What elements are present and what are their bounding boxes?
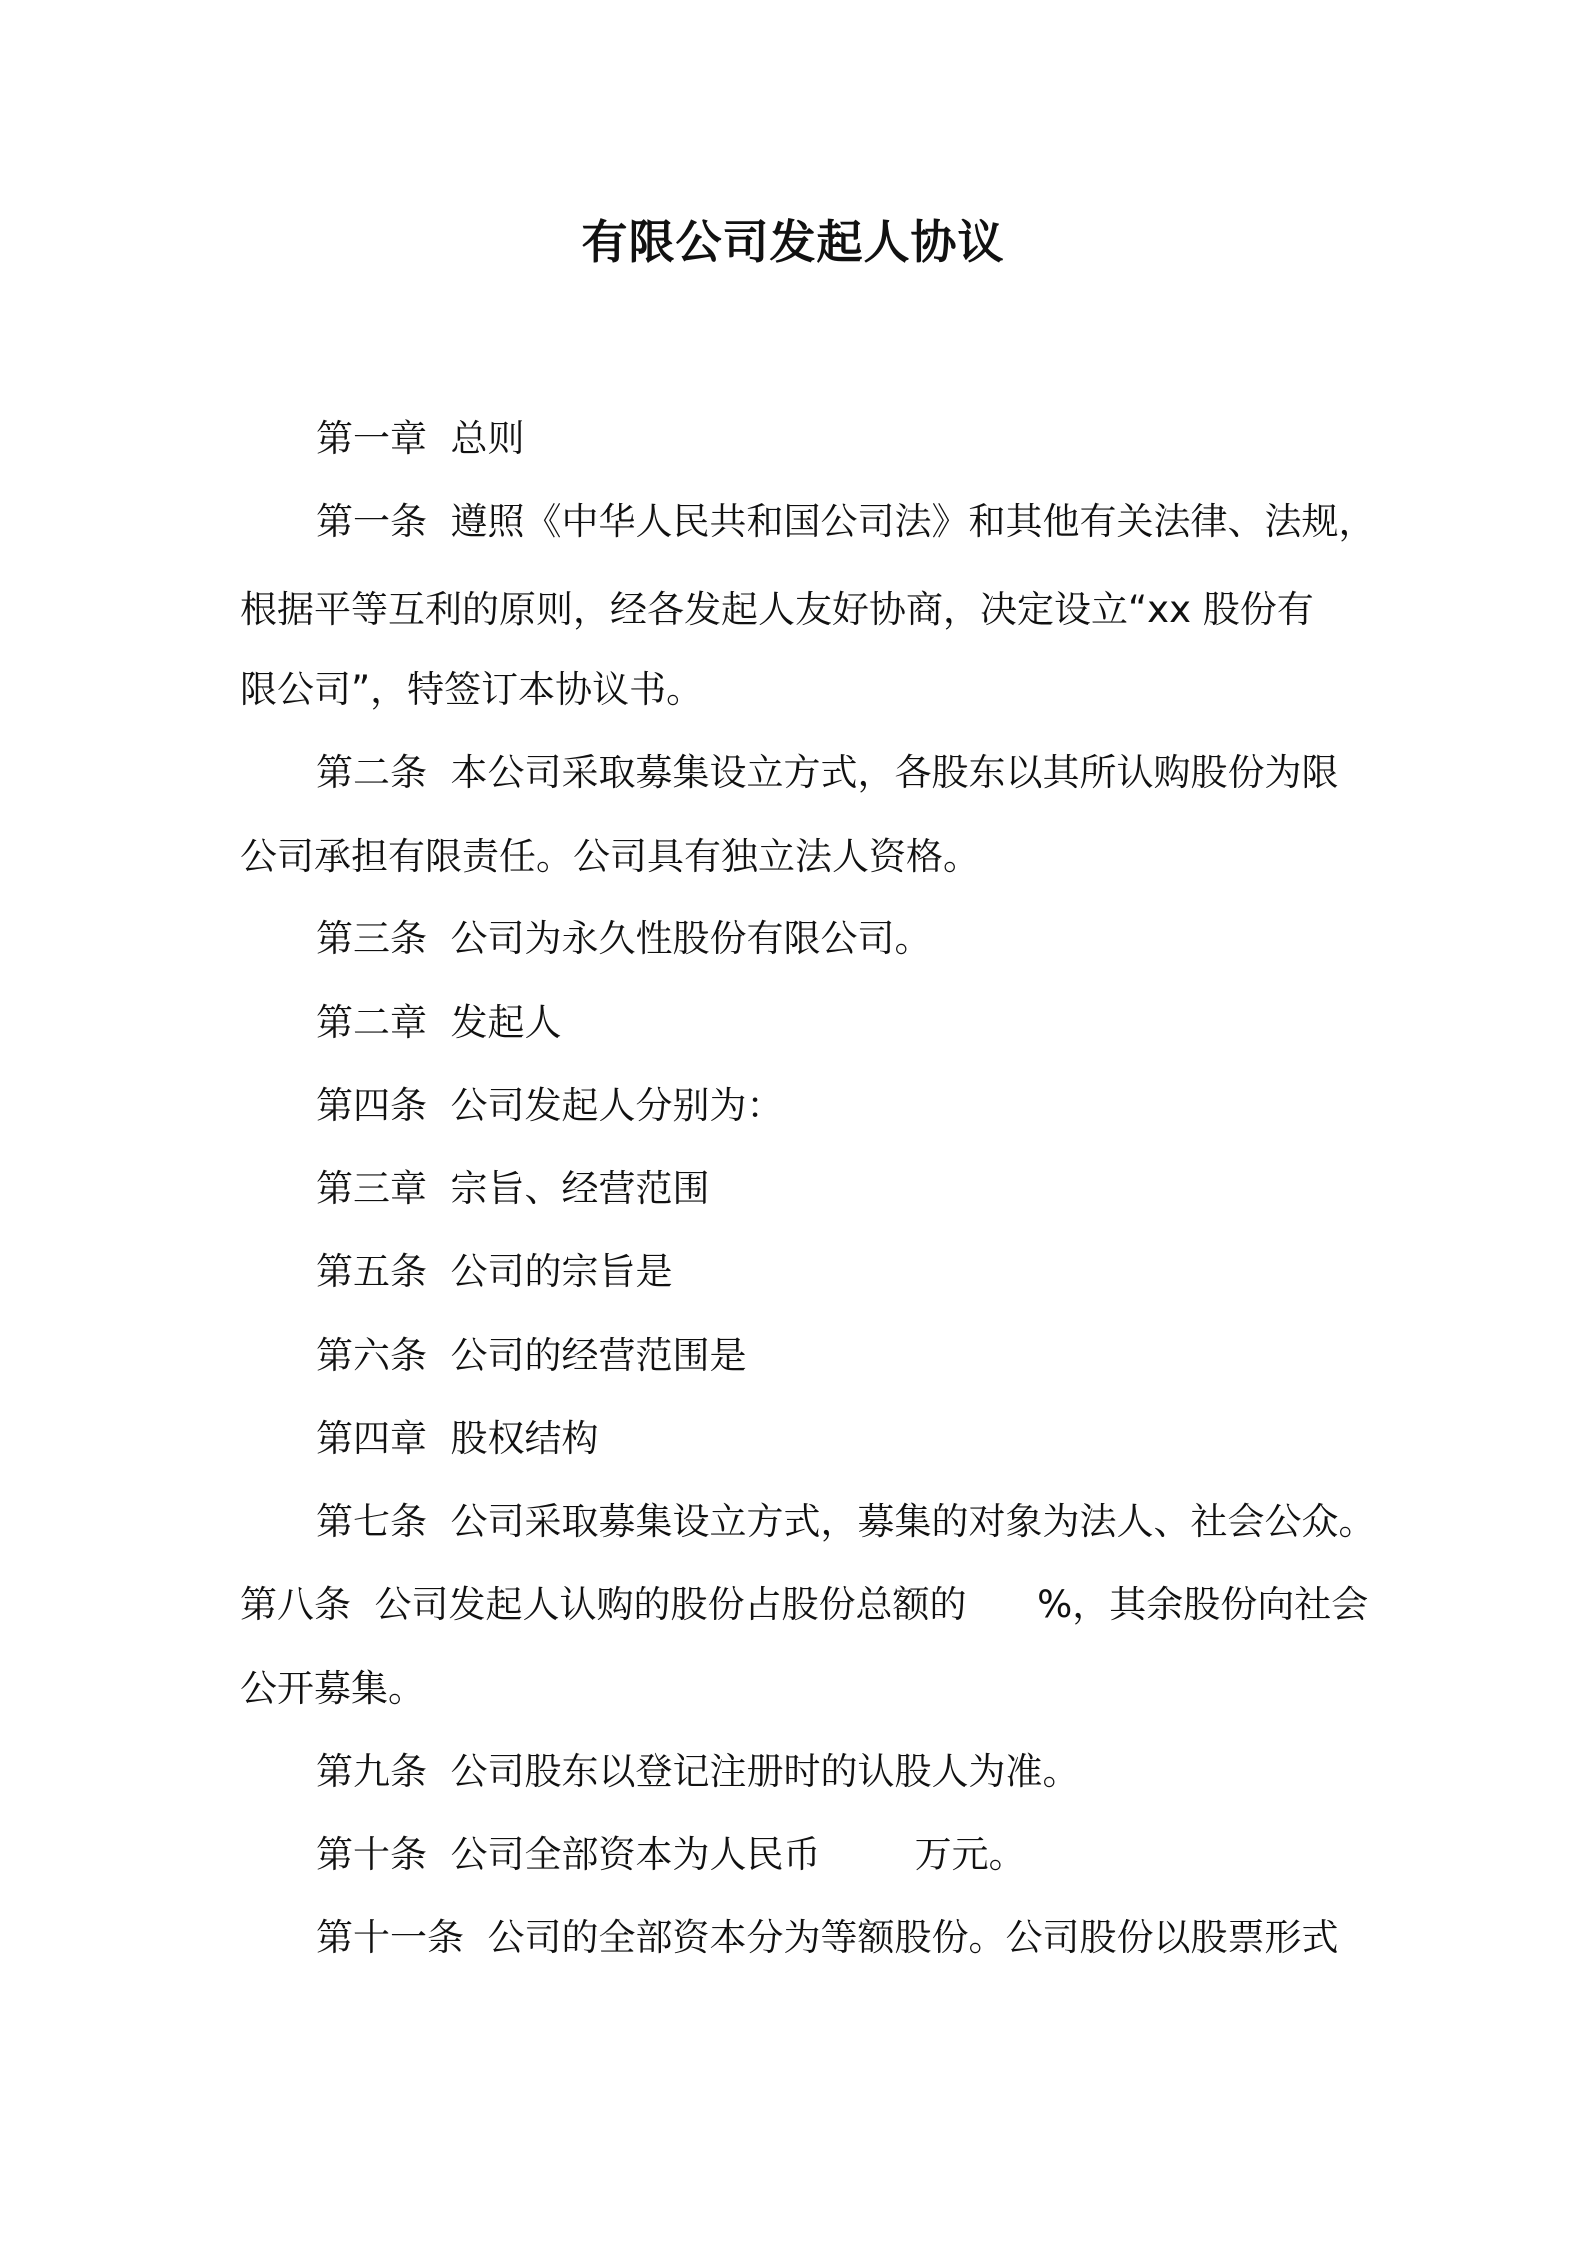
article-6: 第六条 公司的经营范围是 xyxy=(316,1334,747,1377)
article-8-line-2: 公开募集。 xyxy=(240,1667,425,1710)
chapter-4-heading: 第四章 股权结构 xyxy=(316,1417,599,1460)
article-10: 第十条 公司全部资本为人民币 万元。 xyxy=(316,1833,1026,1876)
article-5: 第五条 公司的宗旨是 xyxy=(316,1250,673,1293)
article-1-line-3: 限公司”，特签订本协议书。 xyxy=(240,668,704,711)
chapter-1-heading: 第一章 总则 xyxy=(316,417,525,460)
article-11-line-1: 第十一条 公司的全部资本分为等额股份。公司股份以股票形式 xyxy=(316,1916,1339,1959)
article-4: 第四条 公司发起人分别为： xyxy=(316,1084,784,1127)
article-2-line-1: 第二条 本公司采取募集设立方式，各股东以其所认购股份为限 xyxy=(316,751,1339,794)
document-title: 有限公司发起人协议 xyxy=(581,215,1005,269)
article-3: 第三条 公司为永久性股份有限公司。 xyxy=(316,917,932,960)
chapter-2-heading: 第二章 发起人 xyxy=(316,1001,562,1044)
chapter-3-heading: 第三章 宗旨、经营范围 xyxy=(316,1167,710,1210)
article-8-line-1: 第八条 公司发起人认购的股份占股份总额的 %，其余股份向社会 xyxy=(240,1583,1369,1626)
article-7: 第七条 公司采取募集设立方式，募集的对象为法人、社会公众。 xyxy=(316,1500,1376,1543)
article-1-line-2: 根据平等互利的原则，经各发起人友好协商，决定设立“xx 股份有 xyxy=(240,588,1314,631)
article-2-line-2: 公司承担有限责任。公司具有独立法人资格。 xyxy=(240,835,980,878)
article-1-line-1: 第一条 遵照《中华人民共和国公司法》和其他有关法律、法规， xyxy=(316,500,1376,543)
article-9: 第九条 公司股东以登记注册时的认股人为准。 xyxy=(316,1750,1080,1793)
